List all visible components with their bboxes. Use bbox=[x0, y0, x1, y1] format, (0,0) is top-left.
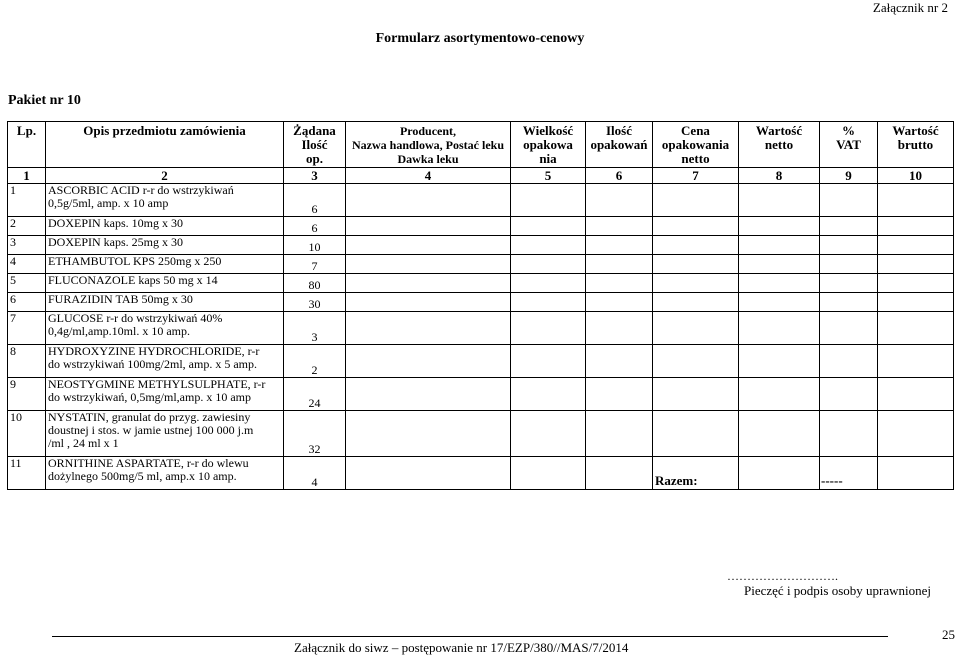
header-package-size bbox=[511, 122, 586, 168]
row-empty-cell bbox=[820, 293, 878, 312]
header-quantity-l1: Żądana bbox=[293, 123, 336, 138]
row-empty-cell bbox=[878, 255, 954, 274]
table-row bbox=[8, 217, 954, 236]
header-quantity-l3: op. bbox=[306, 151, 323, 166]
column-number-row bbox=[8, 168, 954, 184]
row-empty-cell bbox=[739, 255, 820, 274]
row-empty-cell bbox=[586, 312, 653, 345]
row-description bbox=[46, 274, 284, 293]
form-title: Formularz asortymentowo-cenowy bbox=[375, 31, 585, 46]
row-empty-cell bbox=[346, 274, 511, 293]
row-description-line: 0,5g/5ml, amp. x 10 amp bbox=[48, 196, 169, 210]
header-gross-value bbox=[878, 122, 954, 168]
row-description-line: FLUCONAZOLE kaps 50 mg x 14 bbox=[48, 273, 218, 287]
row-description-line: 0,4g/ml,amp.10ml. x 10 amp. bbox=[48, 324, 190, 338]
row-empty-cell bbox=[511, 345, 586, 378]
row-description-line: ETHAMBUTOL KPS 250mg x 250 bbox=[48, 254, 222, 268]
table-row bbox=[8, 274, 954, 293]
row-empty-cell bbox=[878, 457, 954, 490]
row-lp: 2 bbox=[8, 217, 46, 236]
row-description-line: NYSTATIN, granulat do przyg. zawiesiny bbox=[48, 410, 251, 424]
row-empty-cell bbox=[511, 293, 586, 312]
row-empty-cell bbox=[511, 274, 586, 293]
row-description-line: GLUCOSE r-r do wstrzykiwań 40% bbox=[48, 311, 223, 325]
row-empty-cell bbox=[346, 217, 511, 236]
header-lp: Lp. bbox=[8, 122, 46, 168]
signature-label: Pieczęć i podpis osoby uprawnionej bbox=[744, 583, 932, 598]
row-empty-cell bbox=[878, 312, 954, 345]
column-number: 6 bbox=[586, 168, 653, 184]
row-empty-cell bbox=[511, 184, 586, 217]
table-row bbox=[8, 255, 954, 274]
assortment-table bbox=[7, 121, 954, 490]
header-net-l1: Wartość bbox=[755, 123, 803, 138]
header-vat-l2: VAT bbox=[836, 137, 861, 152]
row-quantity: 2 bbox=[284, 345, 346, 378]
row-quantity: 6 bbox=[284, 184, 346, 217]
row-lp: 11 bbox=[8, 457, 46, 490]
header-count-l2: opakowań bbox=[590, 137, 648, 152]
header-size-l2: opakowa bbox=[523, 137, 573, 152]
total-value: ----- bbox=[821, 473, 843, 488]
row-empty-cell bbox=[586, 274, 653, 293]
table-body bbox=[8, 184, 954, 490]
column-number: 4 bbox=[346, 168, 511, 184]
column-number: 7 bbox=[653, 168, 739, 184]
row-description bbox=[46, 184, 284, 217]
row-quantity: 10 bbox=[284, 236, 346, 255]
header-producer bbox=[346, 122, 511, 168]
row-empty-cell bbox=[511, 457, 586, 490]
row-empty-cell bbox=[653, 293, 739, 312]
signature-dots: ………………………. bbox=[727, 569, 838, 583]
row-empty-cell bbox=[653, 236, 739, 255]
row-empty-cell bbox=[739, 345, 820, 378]
table-row bbox=[8, 312, 954, 345]
table-row bbox=[8, 293, 954, 312]
header-description: Opis przedmiotu zamówienia bbox=[46, 122, 284, 168]
table-header-row bbox=[8, 122, 954, 168]
row-quantity: 80 bbox=[284, 274, 346, 293]
header-vat bbox=[820, 122, 878, 168]
row-description bbox=[46, 312, 284, 345]
row-quantity: 3 bbox=[284, 312, 346, 345]
row-lp: 8 bbox=[8, 345, 46, 378]
row-empty-cell bbox=[739, 457, 820, 490]
table-row bbox=[8, 345, 954, 378]
table-row bbox=[8, 457, 954, 490]
row-empty-cell bbox=[739, 184, 820, 217]
row-empty-cell bbox=[878, 411, 954, 457]
row-empty-cell bbox=[586, 217, 653, 236]
row-description-line: do wstrzykiwań 100mg/2ml, amp. x 5 amp. bbox=[48, 357, 257, 371]
row-empty-cell bbox=[586, 457, 653, 490]
row-description-line: doustnej i stos. w jamie ustnej 100 000 j.m bbox=[48, 423, 254, 437]
row-empty-cell bbox=[511, 411, 586, 457]
table-row bbox=[8, 236, 954, 255]
row-description-line: ASCORBIC ACID r-r do wstrzykiwań bbox=[48, 183, 234, 197]
row-empty-cell bbox=[586, 378, 653, 411]
row-empty-cell bbox=[739, 411, 820, 457]
row-quantity: 4 bbox=[284, 457, 346, 490]
annex-label: Załącznik nr 2 bbox=[872, 0, 948, 15]
row-empty-cell bbox=[346, 184, 511, 217]
row-empty-cell bbox=[820, 184, 878, 217]
row-description bbox=[46, 378, 284, 411]
row-empty-cell bbox=[739, 293, 820, 312]
header-size-l3: nia bbox=[539, 151, 557, 166]
column-number: 5 bbox=[511, 168, 586, 184]
table-row bbox=[8, 378, 954, 411]
row-empty-cell bbox=[346, 312, 511, 345]
header-price-l1: Cena bbox=[681, 123, 710, 138]
page-number: 25 bbox=[942, 627, 955, 642]
header-package-count bbox=[586, 122, 653, 168]
row-description bbox=[46, 236, 284, 255]
table-row bbox=[8, 184, 954, 217]
row-empty-cell bbox=[511, 312, 586, 345]
row-empty-cell bbox=[653, 217, 739, 236]
header-net-value bbox=[739, 122, 820, 168]
total-label: Razem: bbox=[655, 473, 698, 488]
row-empty-cell bbox=[739, 274, 820, 293]
footer-text: Załącznik do siwz – postępowanie nr 17/EZP/380//MAS/7/2014 bbox=[294, 640, 629, 655]
row-description bbox=[46, 293, 284, 312]
row-lp: 5 bbox=[8, 274, 46, 293]
row-lp: 10 bbox=[8, 411, 46, 457]
header-size-l1: Wielkość bbox=[522, 123, 574, 138]
column-number: 2 bbox=[46, 168, 284, 184]
row-lp: 9 bbox=[8, 378, 46, 411]
header-count-l1: Ilość bbox=[606, 123, 632, 138]
row-empty-cell bbox=[820, 312, 878, 345]
header-gross-l2: brutto bbox=[897, 137, 934, 152]
header-gross-l1: Wartość bbox=[892, 123, 939, 138]
row-empty-cell bbox=[878, 274, 954, 293]
row-empty-cell bbox=[878, 236, 954, 255]
row-empty-cell bbox=[653, 255, 739, 274]
row-empty-cell bbox=[346, 457, 511, 490]
row-empty-cell bbox=[739, 378, 820, 411]
row-empty-cell bbox=[346, 236, 511, 255]
row-description-line: DOXEPIN kaps. 25mg x 30 bbox=[48, 235, 183, 249]
column-number: 3 bbox=[284, 168, 346, 184]
row-empty-cell bbox=[346, 345, 511, 378]
row-empty-cell bbox=[820, 411, 878, 457]
row-empty-cell bbox=[586, 255, 653, 274]
row-lp: 4 bbox=[8, 255, 46, 274]
row-empty-cell bbox=[739, 217, 820, 236]
row-description-line: NEOSTYGMINE METHYLSULPHATE, r-r bbox=[48, 377, 266, 391]
row-quantity: 30 bbox=[284, 293, 346, 312]
column-number: 1 bbox=[8, 168, 46, 184]
row-empty-cell bbox=[586, 184, 653, 217]
row-quantity: 6 bbox=[284, 217, 346, 236]
row-description bbox=[46, 411, 284, 457]
row-description-line: /ml , 24 ml x 1 bbox=[48, 436, 119, 450]
row-empty-cell bbox=[653, 312, 739, 345]
row-empty-cell bbox=[511, 236, 586, 255]
header-net-l2: netto bbox=[764, 137, 794, 152]
row-empty-cell bbox=[346, 411, 511, 457]
row-empty-cell bbox=[346, 293, 511, 312]
row-empty-cell bbox=[653, 411, 739, 457]
row-empty-cell bbox=[511, 217, 586, 236]
row-quantity: 24 bbox=[284, 378, 346, 411]
row-quantity: 7 bbox=[284, 255, 346, 274]
column-number: 10 bbox=[878, 168, 954, 184]
row-empty-cell bbox=[820, 255, 878, 274]
header-vat-l1: % bbox=[842, 123, 855, 138]
row-empty-cell bbox=[820, 378, 878, 411]
row-empty-cell bbox=[346, 255, 511, 274]
row-empty-cell bbox=[878, 217, 954, 236]
header-net-price bbox=[653, 122, 739, 168]
row-description-line: DOXEPIN kaps. 10mg x 30 bbox=[48, 216, 183, 230]
row-empty-cell bbox=[586, 236, 653, 255]
row-empty-cell bbox=[878, 345, 954, 378]
row-description bbox=[46, 345, 284, 378]
row-description-line: HYDROXYZINE HYDROCHLORIDE, r-r bbox=[48, 344, 260, 358]
row-description-line: FURAZIDIN TAB 50mg x 30 bbox=[48, 292, 193, 306]
row-empty-cell bbox=[820, 236, 878, 255]
row-empty-cell bbox=[820, 345, 878, 378]
column-number: 9 bbox=[820, 168, 878, 184]
row-empty-cell bbox=[820, 217, 878, 236]
header-producer-l1: Producent, bbox=[399, 124, 457, 138]
row-empty-cell bbox=[653, 345, 739, 378]
row-lp: 7 bbox=[8, 312, 46, 345]
row-empty-cell bbox=[878, 378, 954, 411]
row-empty-cell bbox=[511, 255, 586, 274]
row-empty-cell bbox=[586, 345, 653, 378]
row-description bbox=[46, 255, 284, 274]
row-description-line: do wstrzykiwań, 0,5mg/ml,amp. x 10 amp bbox=[48, 390, 251, 404]
header-quantity bbox=[284, 122, 346, 168]
row-quantity: 32 bbox=[284, 411, 346, 457]
row-empty-cell bbox=[653, 274, 739, 293]
row-empty-cell bbox=[511, 378, 586, 411]
row-description-line: ORNITHINE ASPARTATE, r-r do wlewu bbox=[48, 456, 249, 470]
header-price-l3: netto bbox=[681, 151, 710, 166]
header-producer-l3: Dawka leku bbox=[397, 152, 459, 166]
row-empty-cell bbox=[878, 184, 954, 217]
row-empty-cell bbox=[739, 236, 820, 255]
header-price-l2: opakowania bbox=[661, 137, 730, 152]
row-lp: 1 bbox=[8, 184, 46, 217]
row-description bbox=[46, 217, 284, 236]
row-empty-cell bbox=[586, 293, 653, 312]
row-empty-cell bbox=[653, 378, 739, 411]
footer-rule bbox=[52, 636, 888, 637]
header-quantity-l2: Ilość bbox=[301, 137, 328, 152]
row-lp: 6 bbox=[8, 293, 46, 312]
header-producer-l2: Nazwa handlowa, Postać leku bbox=[351, 138, 504, 152]
package-label: Pakiet nr 10 bbox=[8, 93, 81, 108]
row-empty-cell bbox=[586, 411, 653, 457]
row-empty-cell bbox=[739, 312, 820, 345]
row-empty-cell bbox=[346, 378, 511, 411]
row-empty-cell bbox=[820, 274, 878, 293]
row-empty-cell bbox=[653, 184, 739, 217]
row-lp: 3 bbox=[8, 236, 46, 255]
table-row bbox=[8, 411, 954, 457]
column-number: 8 bbox=[739, 168, 820, 184]
row-empty-cell bbox=[878, 293, 954, 312]
row-description-line: dożylnego 500mg/5 ml, amp.x 10 amp. bbox=[48, 469, 237, 483]
row-description bbox=[46, 457, 284, 490]
